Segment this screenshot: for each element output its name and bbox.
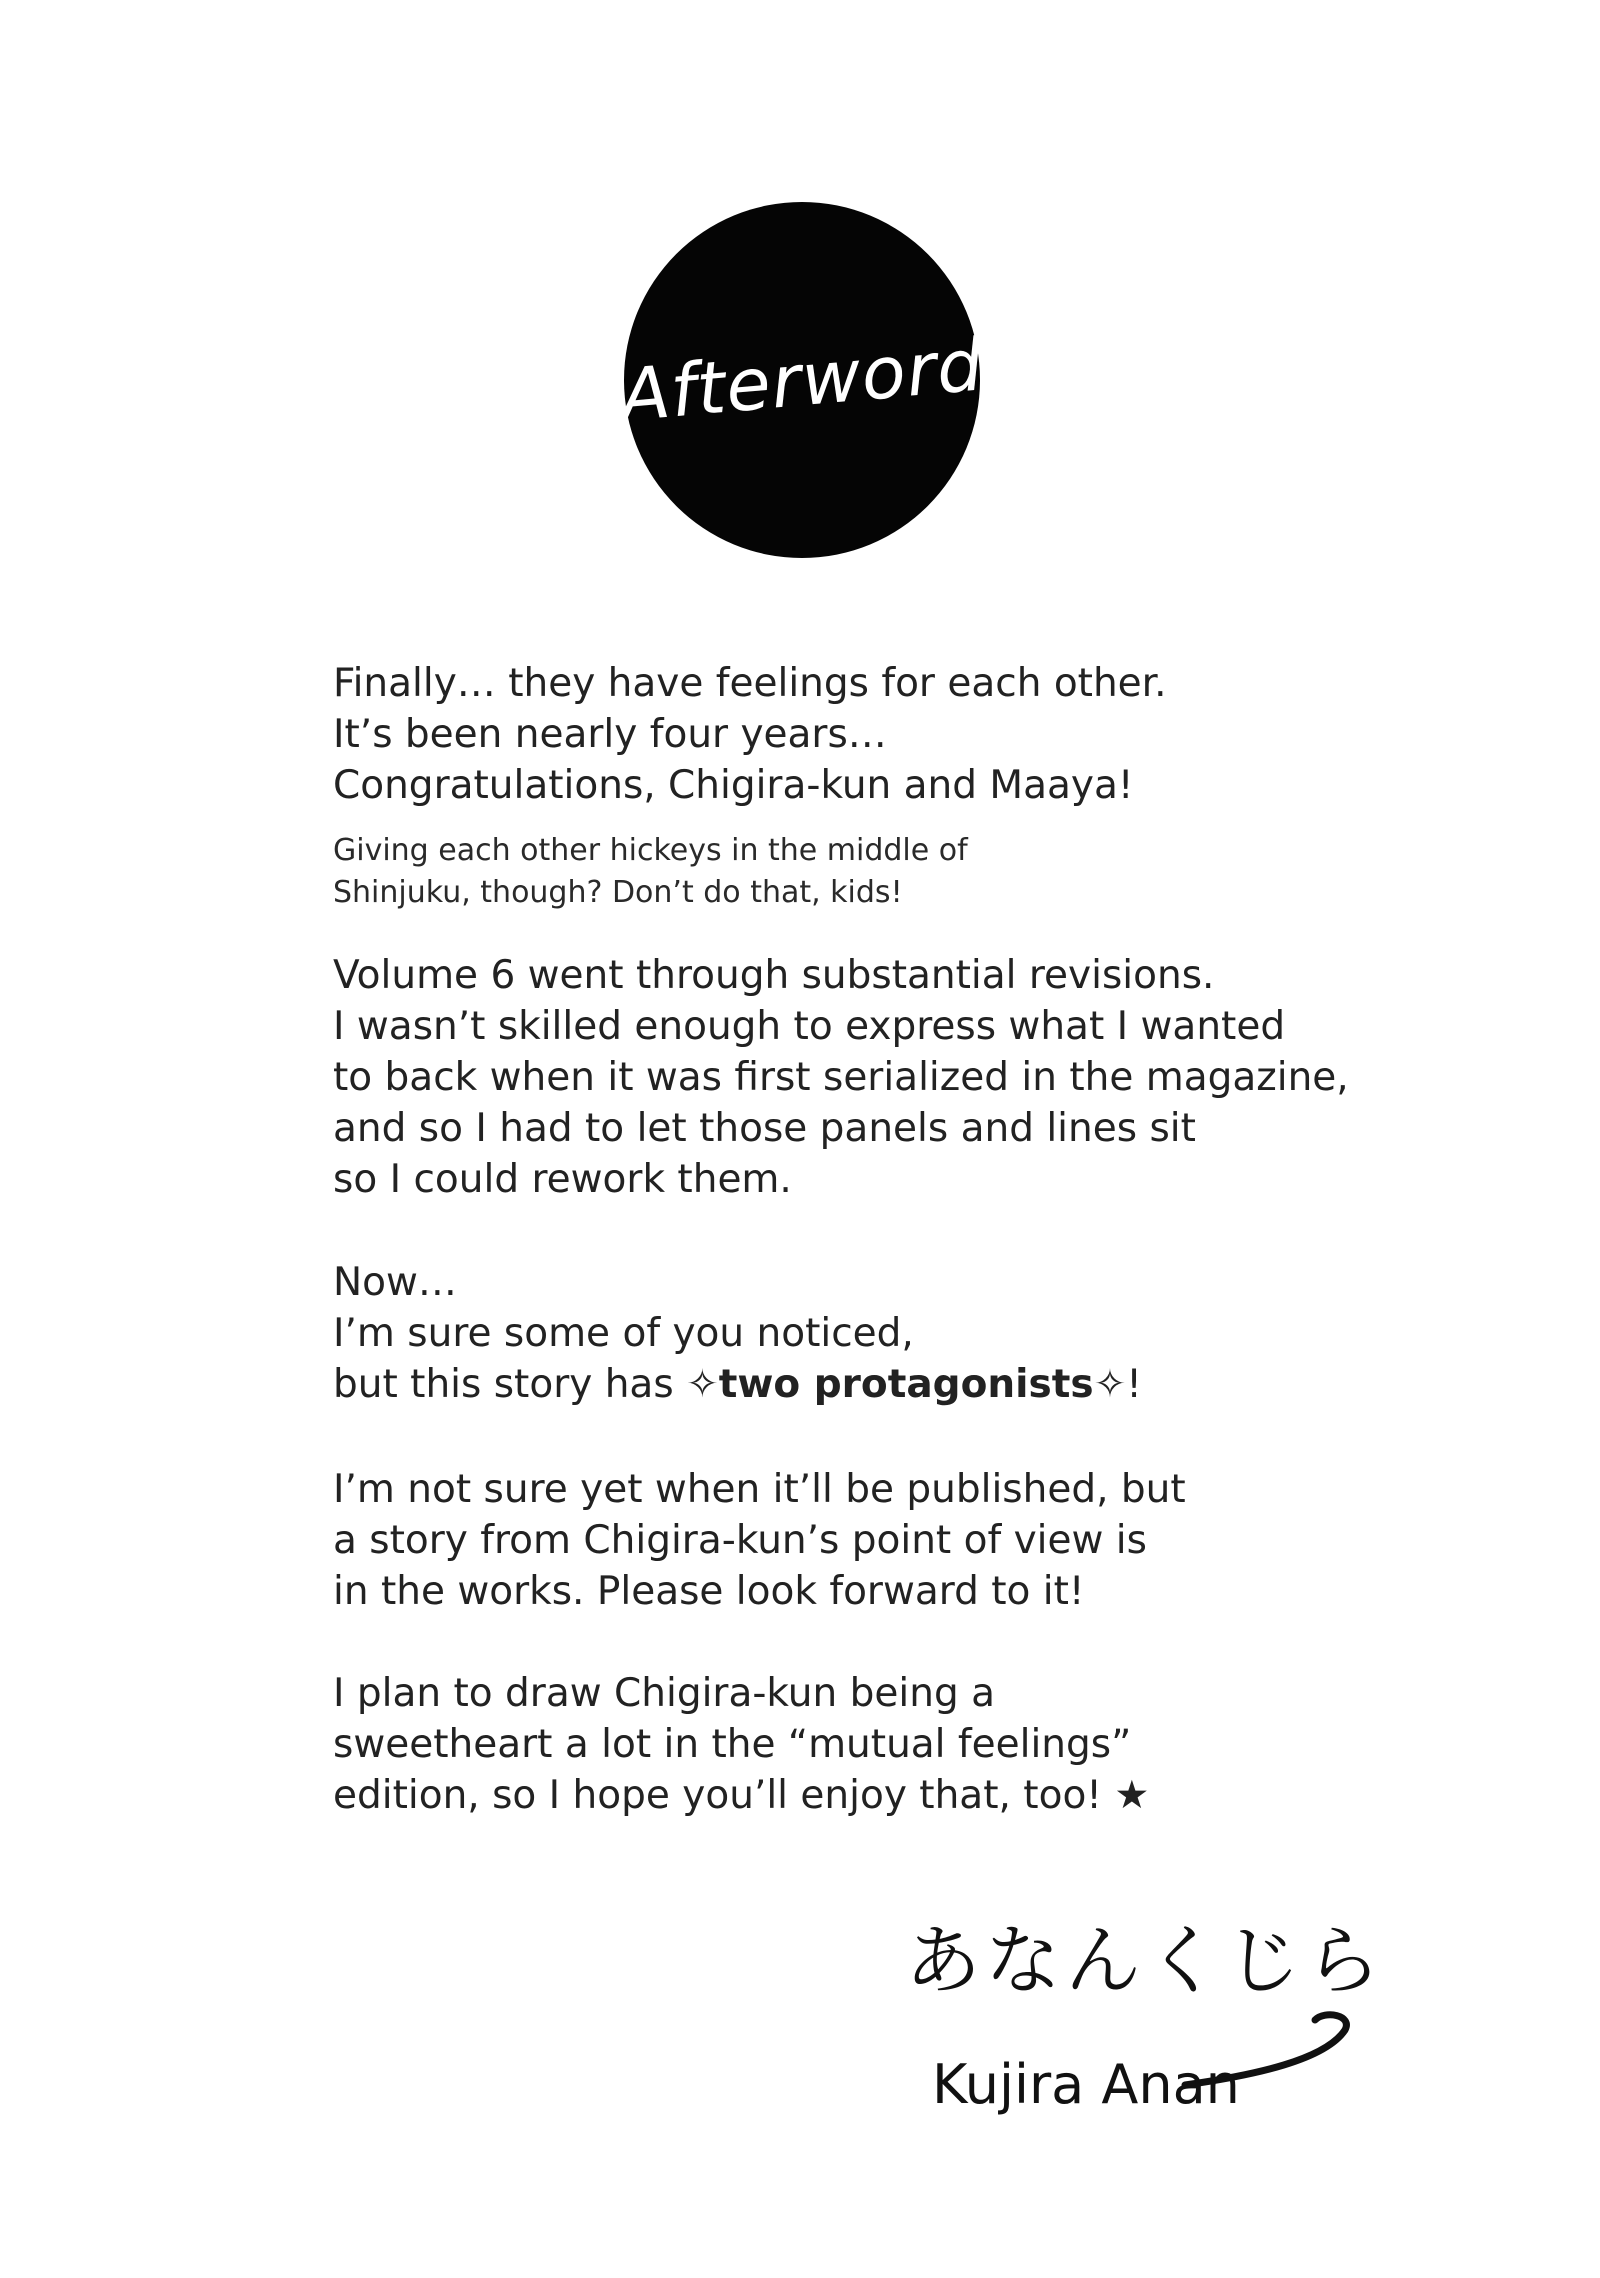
text-line xyxy=(333,1359,1433,1410)
text-line: Finally… they have feelings for each other. xyxy=(333,661,1167,706)
text-line: sweetheart a lot in the “mutual feelings” xyxy=(333,1722,1132,1767)
text-line: a story from Chigira-kun’s point of view is xyxy=(333,1518,1147,1563)
section-mutual-feelings xyxy=(333,1668,1433,1821)
emphasis-text: two protagonists xyxy=(718,1362,1094,1407)
text-line: I wasn’t skilled enough to express what I wanted xyxy=(333,1004,1286,1049)
section-protagonists xyxy=(333,1257,1433,1410)
signature-english: Kujira Anan xyxy=(932,2053,1240,2116)
text-line: so I could rework them. xyxy=(333,1157,792,1202)
afterword-badge xyxy=(617,202,987,558)
text-line: Congratulations, Chigira-kun and Maaya! xyxy=(333,763,1134,808)
text-line: Now… xyxy=(333,1260,457,1305)
section-revisions xyxy=(333,950,1433,1205)
text-fragment: but this story has ✧ xyxy=(333,1362,719,1407)
text-line: I’m not sure yet when it’ll be published, but xyxy=(333,1467,1186,1512)
text-line: I plan to draw Chigira-kun being a xyxy=(333,1671,995,1716)
text-line: Giving each other hickeys in the middle of xyxy=(333,833,968,868)
text-line: I’m sure some of you noticed, xyxy=(333,1311,914,1356)
text-line: Volume 6 went through substantial revisions. xyxy=(333,953,1215,998)
text-line: and so I had to let those panels and lines sit xyxy=(333,1106,1196,1151)
aside-note xyxy=(333,830,1233,914)
text-line: in the works. Please look forward to it! xyxy=(333,1569,1085,1614)
text-line: to back when it was first serialized in the magazine, xyxy=(333,1055,1349,1100)
section-upcoming-story xyxy=(333,1464,1433,1617)
signature-japanese: あなんくじら xyxy=(905,1916,1385,2005)
text-line: edition, so I hope you’ll enjoy that, too! ★ xyxy=(333,1773,1150,1818)
text-line: It’s been nearly four years… xyxy=(333,712,887,757)
text-line: Shinjuku, though? Don’t do that, kids! xyxy=(333,875,903,910)
text-fragment: ✧! xyxy=(1093,1362,1142,1407)
badge-title: Afterword xyxy=(617,322,987,438)
section-feelings xyxy=(333,658,1433,811)
